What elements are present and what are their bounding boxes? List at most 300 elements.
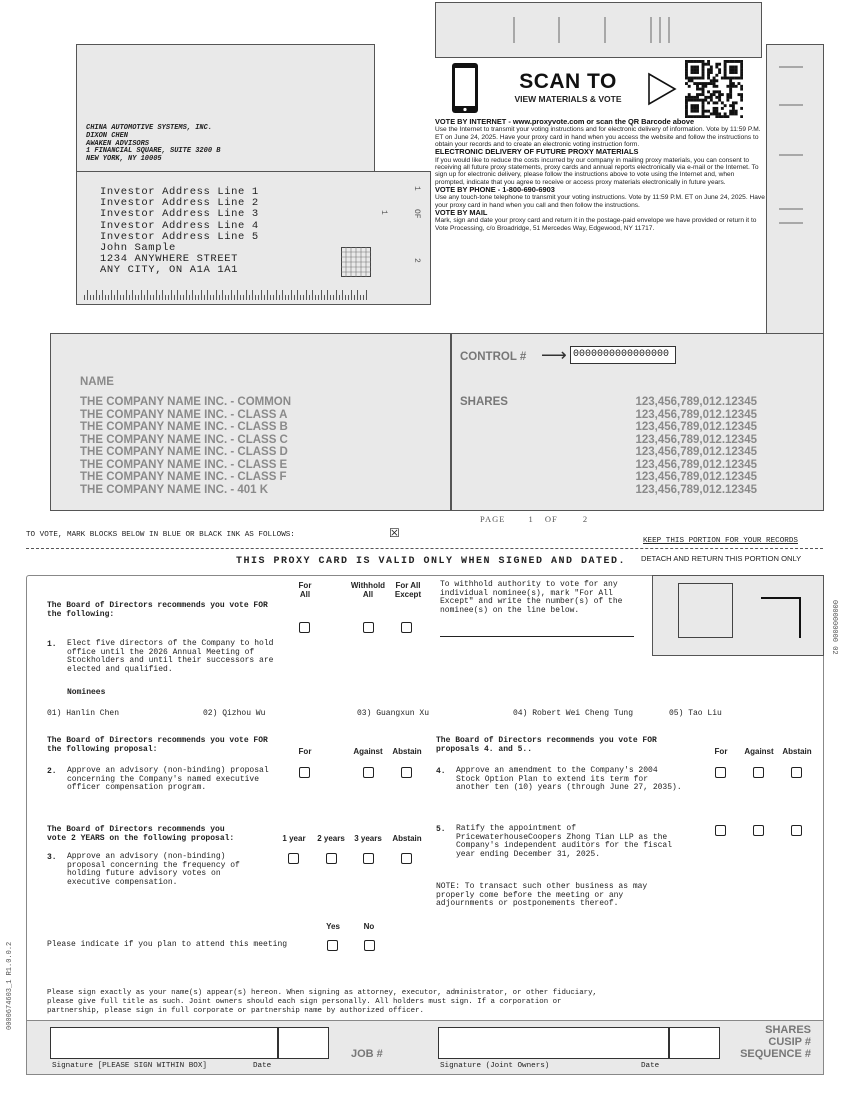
control-block bbox=[451, 333, 824, 511]
postal-bar bbox=[93, 295, 94, 300]
qr-module bbox=[688, 60, 691, 63]
qr-module bbox=[702, 77, 705, 80]
prop3-1year-checkbox[interactable] bbox=[288, 853, 299, 864]
qr-module bbox=[729, 77, 732, 80]
prop5-number: 5. bbox=[436, 825, 446, 834]
postal-bar bbox=[186, 290, 187, 300]
qr-module bbox=[735, 77, 738, 80]
qr-module bbox=[688, 93, 691, 96]
qr-module bbox=[696, 68, 699, 71]
postal-bar bbox=[138, 295, 139, 300]
qr-module bbox=[724, 63, 727, 66]
qr-module bbox=[710, 79, 713, 82]
postal-bar bbox=[285, 295, 286, 300]
qr-module bbox=[704, 63, 707, 66]
prop45-col-against: Against bbox=[744, 747, 774, 756]
qr-module bbox=[693, 96, 696, 99]
shares-value: 123,456,789,012.12345 bbox=[635, 421, 757, 433]
qr-module bbox=[713, 79, 716, 82]
qr-module bbox=[732, 68, 735, 71]
shares-value: 123,456,789,012.12345 bbox=[635, 433, 757, 446]
postal-bar bbox=[363, 295, 364, 300]
postal-bar bbox=[240, 295, 241, 300]
prop4-against-checkbox[interactable] bbox=[753, 767, 764, 778]
side-strip-marks bbox=[767, 45, 823, 333]
postal-bar bbox=[264, 295, 265, 300]
prop4-text: Approve an amendment to the Company's 2004 Stock Option Plan to extend its term for another ten (10) years (through June 27, 2035). bbox=[456, 766, 682, 792]
qr-module bbox=[693, 71, 696, 74]
postal-bar bbox=[123, 295, 124, 300]
qr-module bbox=[693, 99, 696, 102]
postal-bar bbox=[231, 290, 232, 300]
postal-bar bbox=[318, 295, 319, 300]
postal-bar bbox=[327, 290, 328, 300]
postal-bar bbox=[342, 290, 343, 300]
shares-label: SHARES bbox=[460, 396, 508, 408]
signature-box-1[interactable] bbox=[50, 1027, 278, 1059]
prop5-abstain-checkbox[interactable] bbox=[791, 825, 802, 836]
qr-module bbox=[721, 101, 724, 104]
postal-bar bbox=[300, 295, 301, 300]
postal-bar bbox=[126, 290, 127, 300]
class-item: THE COMPANY NAME INC. - CLASS E bbox=[80, 458, 288, 471]
postal-bar bbox=[234, 295, 235, 300]
qr-module bbox=[685, 110, 688, 113]
signature-label-2: Signature (Joint Owners) bbox=[440, 1062, 550, 1070]
side-code: 0000000000 02 bbox=[830, 600, 838, 655]
side-mark-1: 1 bbox=[412, 186, 421, 191]
shares-value: 123,456,789,012.12345 bbox=[635, 446, 757, 458]
postal-bar bbox=[111, 290, 112, 300]
investor-line: Investor Address Line 4 bbox=[100, 219, 259, 232]
qr-module bbox=[715, 107, 718, 110]
withhold-all-checkbox[interactable] bbox=[363, 622, 374, 633]
qr-module bbox=[693, 60, 696, 63]
qr-module bbox=[715, 63, 718, 66]
qr-module bbox=[740, 107, 743, 110]
qr-module bbox=[729, 68, 732, 71]
qr-module bbox=[685, 74, 688, 77]
qr-module bbox=[702, 88, 705, 91]
prop45-col-abstain: Abstain bbox=[782, 747, 812, 756]
qr-module bbox=[729, 110, 732, 113]
qr-module bbox=[702, 101, 705, 104]
qr-module bbox=[691, 60, 694, 63]
postal-bar bbox=[114, 295, 115, 300]
qr-module bbox=[707, 90, 710, 93]
qr-module bbox=[713, 93, 716, 96]
qr-module bbox=[702, 104, 705, 107]
qr-module bbox=[702, 112, 705, 115]
qr-module bbox=[740, 85, 743, 88]
postal-bar bbox=[246, 290, 247, 300]
postal-bar bbox=[84, 295, 85, 300]
prop2-for-checkbox[interactable] bbox=[299, 767, 310, 778]
phone-icon bbox=[451, 62, 479, 114]
qr-module bbox=[732, 104, 735, 107]
qr-module bbox=[691, 66, 694, 69]
qr-module bbox=[732, 112, 735, 115]
qr-module bbox=[696, 66, 699, 69]
qr-module bbox=[710, 71, 713, 74]
qr-module bbox=[732, 66, 735, 69]
attend-yes-checkbox[interactable] bbox=[327, 940, 338, 951]
postal-bar bbox=[267, 290, 268, 300]
postal-bar bbox=[324, 295, 325, 300]
prop3-col-1year: 1 year bbox=[282, 834, 306, 843]
postal-bar bbox=[96, 290, 97, 300]
qr-module bbox=[740, 96, 743, 99]
qr-module bbox=[696, 93, 699, 96]
return-address-box bbox=[76, 44, 375, 172]
postal-bar bbox=[129, 295, 130, 300]
qr-module bbox=[737, 77, 740, 80]
qr-module bbox=[707, 63, 710, 66]
postal-bar bbox=[345, 295, 346, 300]
signature-label-1: Signature [PLEASE SIGN WITHIN BOX] bbox=[52, 1062, 207, 1070]
qr-module bbox=[726, 99, 729, 102]
postal-bar bbox=[174, 295, 175, 300]
prop2-col-for: For bbox=[298, 747, 312, 756]
return-address-line: AWAKEN ADVISORS bbox=[86, 139, 150, 148]
qr-module bbox=[685, 96, 688, 99]
qr-module bbox=[729, 96, 732, 99]
qr-module bbox=[726, 96, 729, 99]
postal-bar bbox=[204, 295, 205, 300]
qr-module bbox=[685, 71, 688, 74]
qr-module bbox=[718, 63, 721, 66]
qr-module bbox=[696, 104, 699, 107]
prop3-2years-checkbox[interactable] bbox=[326, 853, 337, 864]
qr-module bbox=[696, 88, 699, 91]
qr-module bbox=[685, 68, 688, 71]
postal-bar bbox=[150, 295, 151, 300]
qr-module bbox=[702, 60, 705, 63]
vote-phone-text: Use any touch-tone telephone to transmit your voting instructions. Vote by 11:59 P.M. ET on June 24, 2025. Have your proxy card in hand when you call and then follow the instructions. bbox=[435, 194, 765, 209]
qr-module bbox=[685, 66, 688, 69]
keep-portion-label: KEEP THIS PORTION FOR YOUR RECORDS bbox=[643, 537, 798, 545]
side-mark-of: OF bbox=[412, 209, 421, 219]
qr-module bbox=[718, 71, 721, 74]
qr-module bbox=[715, 74, 718, 77]
qr-module bbox=[726, 85, 729, 88]
postal-bar bbox=[183, 295, 184, 300]
attend-label: Please indicate if you plan to attend this meeting bbox=[47, 940, 288, 949]
qr-module bbox=[732, 85, 735, 88]
signature-box-2[interactable] bbox=[438, 1027, 669, 1059]
scanline-corner bbox=[761, 597, 801, 638]
qr-module bbox=[724, 112, 727, 115]
qr-module bbox=[724, 104, 727, 107]
qr-module bbox=[740, 88, 743, 91]
mark-instructions: TO VOTE, MARK BLOCKS BELOW IN BLUE OR BLACK INK AS FOLLOWS: bbox=[26, 531, 295, 539]
qr-module bbox=[710, 99, 713, 102]
qr-module bbox=[696, 71, 699, 74]
qr-module bbox=[715, 85, 718, 88]
mark-sample-icon: ☒ bbox=[389, 526, 400, 540]
qr-module bbox=[740, 77, 743, 80]
qr-module bbox=[707, 96, 710, 99]
electronic-delivery-heading: ELECTRONIC DELIVERY OF FUTURE PROXY MATERIALS bbox=[435, 147, 639, 157]
job-label: JOB # bbox=[351, 1048, 383, 1060]
postal-bar bbox=[270, 295, 271, 300]
qr-module bbox=[685, 99, 688, 102]
detach-line bbox=[26, 548, 823, 549]
postal-bar bbox=[132, 290, 133, 300]
qr-module bbox=[685, 60, 688, 63]
qr-module bbox=[740, 63, 743, 66]
qr-module bbox=[732, 110, 735, 113]
electronic-delivery-text: If you would like to reduce the costs incurred by our company in mailing proxy materials, you can consent to receiving all future proxy statements, proxy cards and annual reports electronically via e-mail or the Internet. To sign up for electronic delivery, please follow the instructions above to vote using the Internet and, when prompted, indicate that you agree to receive or access proxy materials electronically in future years. bbox=[435, 156, 759, 186]
class-item: THE COMPANY NAME INC. - CLASS F bbox=[80, 471, 287, 483]
qr-module bbox=[699, 99, 702, 102]
qr-module bbox=[702, 68, 705, 71]
qr-module bbox=[688, 85, 691, 88]
signature-band bbox=[26, 1020, 824, 1075]
col-for-all-except: For All Except bbox=[394, 581, 422, 599]
qr-module bbox=[735, 110, 738, 113]
postal-bar bbox=[333, 295, 334, 300]
voting-instructions bbox=[435, 118, 765, 232]
qr-module bbox=[735, 66, 738, 69]
arrow-icon: ⟶ bbox=[541, 345, 567, 365]
return-address bbox=[86, 125, 220, 164]
left-code: 0000674603_1 R1.0.0.2 bbox=[6, 941, 14, 1030]
qr-module bbox=[685, 101, 688, 104]
for-all-checkbox[interactable] bbox=[299, 622, 310, 633]
prop1-number: 1. bbox=[47, 640, 57, 649]
qr-module bbox=[718, 99, 721, 102]
qr-module bbox=[713, 107, 716, 110]
page-indicator bbox=[480, 514, 588, 524]
scanline-square bbox=[678, 583, 733, 638]
postal-bar bbox=[279, 295, 280, 300]
qr-module bbox=[693, 68, 696, 71]
for-all-except-checkbox[interactable] bbox=[401, 622, 412, 633]
postal-bar bbox=[102, 290, 103, 300]
postal-bar bbox=[105, 295, 106, 300]
prop3-3years-checkbox[interactable] bbox=[363, 853, 374, 864]
nominee-number-line[interactable] bbox=[440, 636, 634, 637]
prop2-against-checkbox[interactable] bbox=[363, 767, 374, 778]
qr-module bbox=[715, 90, 718, 93]
return-address-line: CHINA AUTOMOTIVE SYSTEMS, INC. bbox=[86, 124, 213, 132]
qr-module bbox=[740, 60, 743, 63]
qr-module bbox=[729, 112, 732, 115]
shares-value: 123,456,789,012.12345 bbox=[635, 396, 757, 408]
qr-module bbox=[699, 93, 702, 96]
barcode-marks bbox=[436, 3, 761, 57]
col-withhold-all: Withhold All bbox=[350, 581, 386, 599]
scanline-box bbox=[652, 575, 824, 656]
prop4-abstain-checkbox[interactable] bbox=[791, 767, 802, 778]
qr-module bbox=[702, 71, 705, 74]
qr-module bbox=[710, 66, 713, 69]
qr-module bbox=[724, 77, 727, 80]
prop2-abstain-checkbox[interactable] bbox=[401, 767, 412, 778]
qr-module bbox=[710, 112, 713, 115]
postal-bar bbox=[135, 295, 136, 300]
attend-no-checkbox[interactable] bbox=[364, 940, 375, 951]
postal-bar bbox=[261, 290, 262, 300]
qr-module bbox=[715, 96, 718, 99]
valid-statement: THIS PROXY CARD IS VALID ONLY WHEN SIGNED AND DATED. bbox=[236, 556, 627, 567]
qr-module bbox=[688, 99, 691, 102]
name-block bbox=[50, 333, 451, 511]
qr-module bbox=[713, 90, 716, 93]
qr-module bbox=[715, 79, 718, 82]
qr-module bbox=[713, 77, 716, 80]
qr-module bbox=[702, 99, 705, 102]
control-number: 0000000000000000 bbox=[570, 346, 676, 364]
prop1-text: Elect five directors of the Company to hold office until the 2026 Annual Meeting of Stockholders and until their successors are elected and qualified. bbox=[67, 639, 274, 674]
postal-bar bbox=[273, 295, 274, 300]
prop3-col-3years: 3 years bbox=[354, 834, 382, 843]
postal-bar bbox=[195, 295, 196, 300]
investor-address-box bbox=[76, 171, 431, 305]
qr-module bbox=[691, 71, 694, 74]
postal-bar bbox=[351, 290, 352, 300]
qr-module bbox=[702, 107, 705, 110]
postal-bar bbox=[189, 295, 190, 300]
postal-bar bbox=[159, 295, 160, 300]
page-number: 1 bbox=[528, 514, 534, 524]
qr-module bbox=[691, 99, 694, 102]
postal-bar bbox=[90, 295, 91, 300]
postal-bar bbox=[252, 290, 253, 300]
page-total: 2 bbox=[582, 514, 589, 524]
postal-bar bbox=[168, 295, 169, 300]
postal-bar bbox=[153, 295, 154, 300]
postal-bar bbox=[108, 295, 109, 300]
postal-bar bbox=[282, 290, 283, 300]
class-item: THE COMPANY NAME INC. - CLASS D bbox=[80, 446, 288, 458]
page-of: OF bbox=[544, 514, 558, 524]
qr-module bbox=[702, 63, 705, 66]
qr-module bbox=[732, 60, 735, 63]
prop4-number: 4. bbox=[436, 767, 446, 776]
prop45-col-for: For bbox=[714, 747, 728, 756]
qr-module bbox=[710, 68, 713, 71]
date-box-2[interactable] bbox=[669, 1027, 720, 1059]
investor-city: ANY CITY, ON A1A 1A1 bbox=[100, 264, 239, 277]
postal-bar bbox=[237, 290, 238, 300]
prop4-for-checkbox[interactable] bbox=[715, 767, 726, 778]
qr-module bbox=[735, 71, 738, 74]
date-box-1[interactable] bbox=[278, 1027, 329, 1059]
cusip-label: CUSIP # bbox=[768, 1036, 811, 1048]
investor-line: Investor Address Line 2 bbox=[100, 197, 259, 210]
qr-module bbox=[735, 60, 738, 63]
postal-bar bbox=[162, 290, 163, 300]
scan-header bbox=[435, 60, 765, 118]
qr-module bbox=[688, 96, 691, 99]
postal-bar bbox=[210, 295, 211, 300]
postal-bar bbox=[303, 295, 304, 300]
postal-bar bbox=[360, 295, 361, 300]
qr-module bbox=[729, 90, 732, 93]
postal-bar bbox=[156, 290, 157, 300]
qr-module bbox=[699, 88, 702, 91]
qr-module bbox=[713, 85, 716, 88]
postal-bar bbox=[330, 295, 331, 300]
postal-bar bbox=[207, 290, 208, 300]
qr-module bbox=[724, 74, 727, 77]
signature-instructions: Please sign exactly as your name(s) appear(s) hereon. When signing as attorney, executor, administrator, or other fiduciary, please give full title as such. Joint owners should each sign personally. All holders must sign. If a corporation or partnership, please sign in full corporate or partnership name by authorized officer. bbox=[47, 989, 597, 1015]
qr-module bbox=[685, 107, 688, 110]
qr-module bbox=[685, 104, 688, 107]
qr-module bbox=[696, 60, 699, 63]
qr-module bbox=[707, 82, 710, 85]
class-item: THE COMPANY NAME INC. - COMMON bbox=[80, 396, 292, 408]
qr-module bbox=[713, 82, 716, 85]
vote-internet-text: Use the Internet to transmit your voting instructions and for electronic delivery of information. Vote by 11:59 P.M. ET on June 24, 2025. Have your proxy card in hand when you access the website and follow the instructions to obtain your records and to create an electronic voting instruction form. bbox=[435, 126, 761, 149]
qr-module bbox=[691, 110, 694, 113]
qr-module bbox=[699, 60, 702, 63]
nominee-3: 03) Guangxun Xu bbox=[357, 709, 430, 718]
qr-module bbox=[691, 68, 694, 71]
qr-module bbox=[707, 74, 710, 77]
qr-module bbox=[696, 96, 699, 99]
qr-module bbox=[702, 90, 705, 93]
qr-module bbox=[726, 60, 729, 63]
shares-right-label: SHARES bbox=[765, 1024, 811, 1036]
qr-module bbox=[737, 93, 740, 96]
qr-module bbox=[735, 68, 738, 71]
postal-bar bbox=[354, 295, 355, 300]
shares-value: 123,456,789,012.12345 bbox=[635, 483, 757, 496]
postal-bar bbox=[255, 295, 256, 300]
postal-bar bbox=[309, 295, 310, 300]
postal-bar bbox=[213, 295, 214, 300]
qr-module bbox=[732, 77, 735, 80]
class-item: THE COMPANY NAME INC. - CLASS C bbox=[80, 433, 288, 446]
qr-module bbox=[704, 96, 707, 99]
qr-module bbox=[737, 60, 740, 63]
barcode-strip bbox=[435, 2, 762, 58]
postal-bar bbox=[339, 295, 340, 300]
qr-module bbox=[691, 79, 694, 82]
qr-module bbox=[696, 99, 699, 102]
postal-bar bbox=[228, 295, 229, 300]
qr-module bbox=[721, 77, 724, 80]
qr-module bbox=[735, 112, 738, 115]
shares-value: 123,456,789,012.12345 bbox=[635, 408, 757, 421]
prop5-against-checkbox[interactable] bbox=[753, 825, 764, 836]
qr-module bbox=[740, 99, 743, 102]
postal-bar bbox=[216, 290, 217, 300]
prop2-text: Approve an advisory (non-binding) proposal concerning the Company's named executive officer compensation program. bbox=[67, 766, 269, 792]
qr-module bbox=[729, 71, 732, 74]
investor-line: Investor Address Line 1 bbox=[100, 186, 259, 198]
qr-module bbox=[729, 66, 732, 69]
prop3-number: 3. bbox=[47, 853, 57, 862]
right-side-strip bbox=[766, 44, 824, 334]
postal-bar bbox=[117, 290, 118, 300]
postal-bar bbox=[177, 290, 178, 300]
postal-bar bbox=[222, 290, 223, 300]
qr-module bbox=[696, 85, 699, 88]
qr-module bbox=[721, 107, 724, 110]
return-address-line: NEW YORK, NY 10005 bbox=[86, 155, 162, 164]
side-mark-3: 2 bbox=[412, 258, 421, 263]
prop3-abstain-checkbox[interactable] bbox=[401, 853, 412, 864]
prop5-for-checkbox[interactable] bbox=[715, 825, 726, 836]
qr-module bbox=[704, 99, 707, 102]
qr-module bbox=[710, 96, 713, 99]
sequence-label: SEQUENCE # bbox=[740, 1048, 811, 1060]
qr-module bbox=[737, 82, 740, 85]
